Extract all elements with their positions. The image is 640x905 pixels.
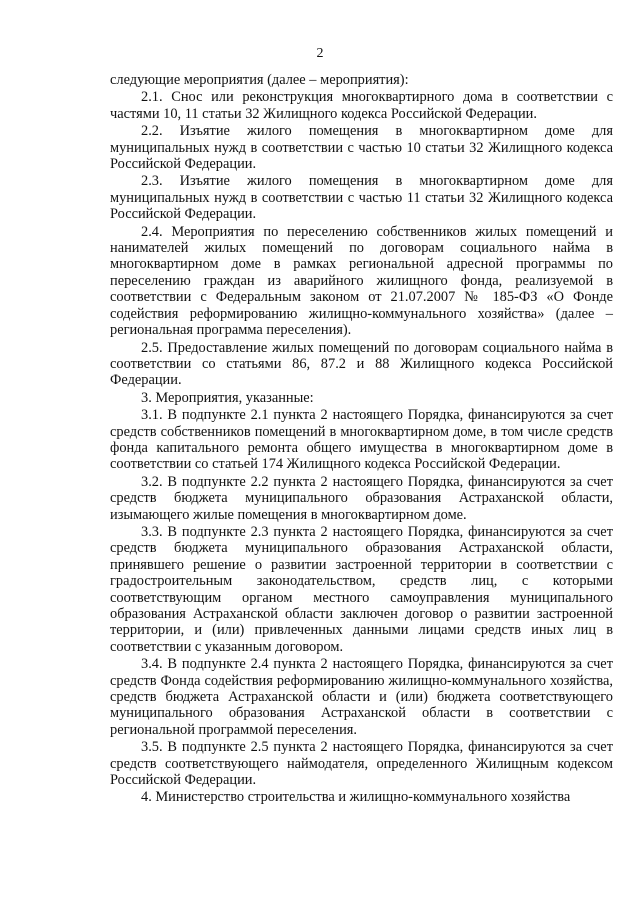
document-body [110,72,613,807]
paragraph-3-5: 3.5. В подпункте 2.5 пункта 2 настоящего Порядка, финансируются за счет средств соответствующего наймодателя, определенного Жилищным кодексом Российской Федерации. [110,739,613,789]
paragraph-2-1: 2.1. Снос или реконструкция многоквартирного дома в соответствии с частями 10, 11 статьи 32 Жилищного кодекса Российской Федерации. [110,89,613,122]
paragraph-2-3: 2.3. Изъятие жилого помещения в многоквартирном доме для муниципальных нужд в соответствии с частью 11 статьи 32 Жилищного кодекса Российской Федерации. [110,173,613,223]
paragraph-3: 3. Мероприятия, указанные: [141,389,314,406]
paragraph-3-1: 3.1. В подпункте 2.1 пункта 2 настоящего Порядка, финансируются за счет средств собственников помещений в многоквартирном доме, в том числе средств фонда капитального ремонта общего имущества в многоквартирном доме в соответствии со статьей 174 Жилищного кодекса Российской Федерации. [110,407,613,473]
paragraph-2-2: 2.2. Изъятие жилого помещения в многоквартирном доме для муниципальных нужд в соответствии с частью 10 статьи 32 Жилищного кодекса Российской Федерации. [110,123,613,173]
paragraph-2-4: 2.4. Мероприятия по переселению собственников жилых помещений и нанимателей жилых помещений по договорам социального найма в многоквартирном доме в рамках региональной адресной программы по переселению граждан из аварийного жилищного фонда, реализуемой в соответствии с Федеральным законом от 21.07.2007 № 185-ФЗ «О Фонде содействия реформированию жилищно-коммунального хозяйства» (далее – региональная программа переселения). [110,223,613,339]
page-number: 2 [316,46,324,61]
paragraph-intro: следующие мероприятия (далее – мероприятия): [110,72,409,88]
paragraph-3-3: 3.3. В подпункте 2.3 пункта 2 настоящего Порядка, финансируются за счет средств бюджета муниципального образования Астраханской области, принявшего решение о развитии застроенной территории в соответствии с градостроительным законодательством, средств лиц, с которыми соответствующим органом местного самоуправления муниципального образования Астраханской области заключен договор о развитии застроенной территории, и (или) привлеченных данными лицами средств иных лиц в соответствии с указанным договором. [110,523,613,655]
paragraph-2-5: 2.5. Предоставление жилых помещений по договорам социального найма в соответствии со статьями 86, 87.2 и 88 Жилищного кодекса Российской Федерации. [110,339,613,389]
paragraph-4: 4. Министерство строительства и жилищно-коммунального хозяйства [141,789,571,806]
paragraph-3-2: 3.2. В подпункте 2.2 пункта 2 настоящего Порядка, финансируются за счет средств бюджета муниципального образования Астраханской области, изымающего жилые помещения в многоквартирном доме. [110,473,613,523]
paragraph-3-4: 3.4. В подпункте 2.4 пункта 2 настоящего Порядка, финансируются за счет средств Фонда содействия реформированию жилищно-коммунального хозяйства, средств бюджета Астраханской области и (или) бюджета соответствующего муниципального образования Астраханской области в соответствии с региональной программой переселения. [110,656,613,738]
